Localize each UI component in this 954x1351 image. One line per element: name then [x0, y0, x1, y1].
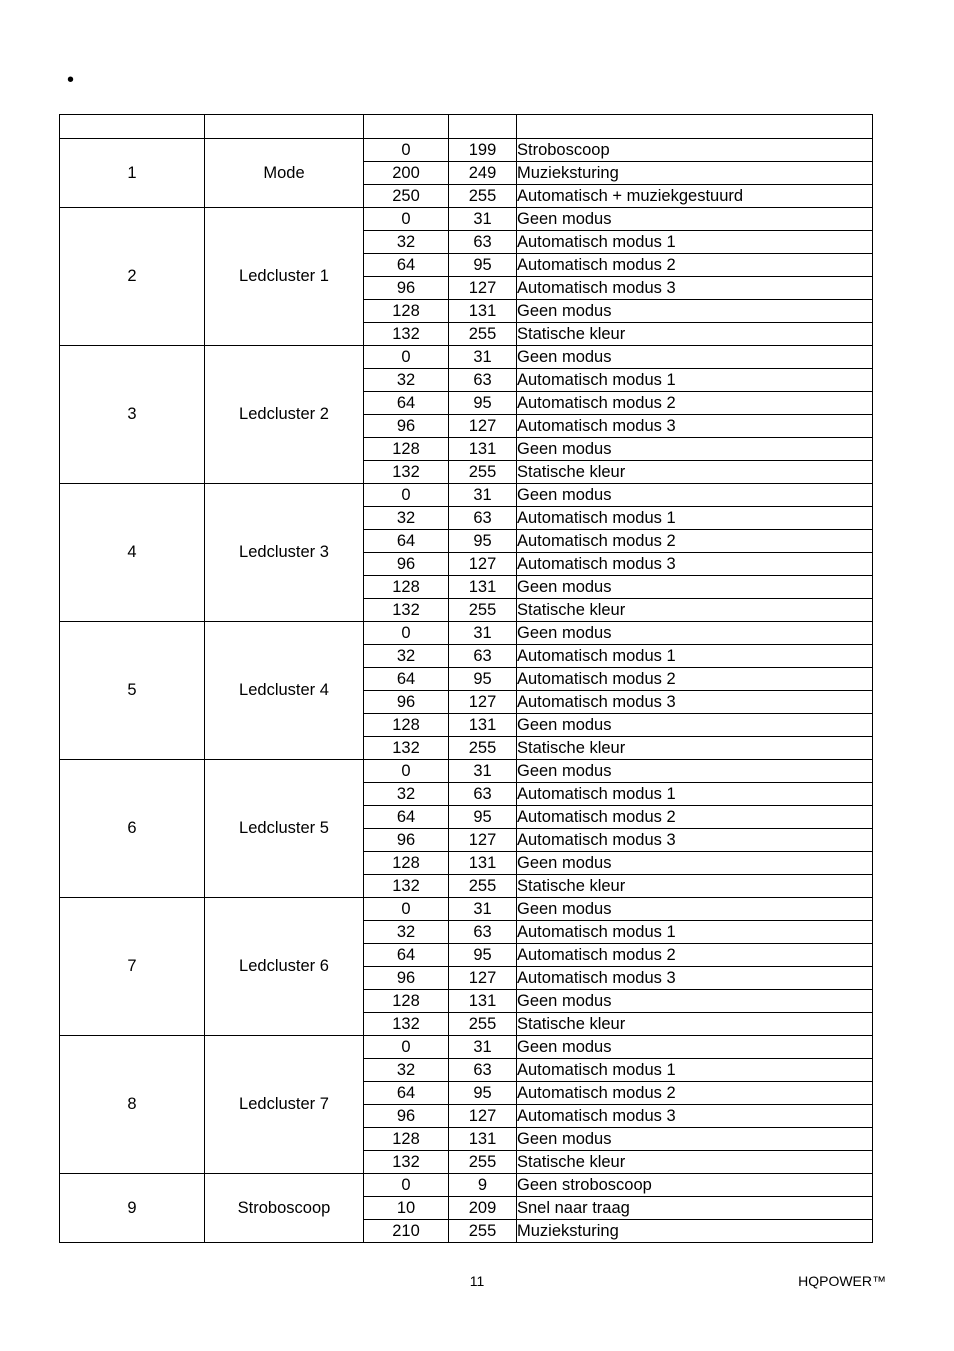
channel-number: 1 [60, 139, 205, 208]
range-to: 31 [449, 346, 517, 369]
range-description: Automatisch modus 1 [517, 921, 873, 944]
range-description: Geen modus [517, 622, 873, 645]
range-to: 255 [449, 599, 517, 622]
channel-number: 3 [60, 346, 205, 484]
range-to: 31 [449, 208, 517, 231]
range-to: 131 [449, 990, 517, 1013]
table-row [60, 484, 873, 507]
range-from: 128 [364, 1128, 449, 1151]
table-row [60, 1174, 873, 1197]
channel-function: Ledcluster 7 [205, 1036, 364, 1174]
range-to: 95 [449, 392, 517, 415]
channel-number: 8 [60, 1036, 205, 1174]
range-from: 96 [364, 553, 449, 576]
range-from: 132 [364, 323, 449, 346]
range-from: 0 [364, 1036, 449, 1059]
range-to: 127 [449, 415, 517, 438]
channel-function: Ledcluster 6 [205, 898, 364, 1036]
range-to: 63 [449, 369, 517, 392]
range-to: 131 [449, 852, 517, 875]
range-to: 199 [449, 139, 517, 162]
range-to: 63 [449, 1059, 517, 1082]
range-from: 128 [364, 990, 449, 1013]
range-to: 31 [449, 1036, 517, 1059]
table-row [60, 208, 873, 231]
range-to: 255 [449, 461, 517, 484]
range-description: Automatisch + muziekgestuurd [517, 185, 873, 208]
range-from: 0 [364, 139, 449, 162]
range-to: 127 [449, 829, 517, 852]
range-from: 132 [364, 1151, 449, 1174]
brand-name: HQPOWER™ [798, 1273, 886, 1289]
table-row [60, 898, 873, 921]
range-to: 255 [449, 323, 517, 346]
range-to: 127 [449, 553, 517, 576]
range-description: Geen modus [517, 484, 873, 507]
range-to: 9 [449, 1174, 517, 1197]
range-to: 31 [449, 898, 517, 921]
range-to: 131 [449, 1128, 517, 1151]
range-to: 95 [449, 254, 517, 277]
range-description: Automatisch modus 1 [517, 507, 873, 530]
range-from: 0 [364, 484, 449, 507]
range-description: Muzieksturing [517, 162, 873, 185]
range-description: Automatisch modus 2 [517, 806, 873, 829]
table-row [60, 760, 873, 783]
range-from: 96 [364, 691, 449, 714]
range-to: 131 [449, 714, 517, 737]
range-description: Statische kleur [517, 737, 873, 760]
range-from: 128 [364, 438, 449, 461]
range-description: Statische kleur [517, 875, 873, 898]
range-description: Geen modus [517, 714, 873, 737]
range-from: 96 [364, 829, 449, 852]
range-from: 64 [364, 392, 449, 415]
channel-number: 6 [60, 760, 205, 898]
header-channel [60, 115, 205, 139]
range-from: 128 [364, 300, 449, 323]
range-to: 131 [449, 438, 517, 461]
range-description: Automatisch modus 1 [517, 231, 873, 254]
range-description: Automatisch modus 2 [517, 1082, 873, 1105]
table-row [60, 622, 873, 645]
range-description: Automatisch modus 1 [517, 369, 873, 392]
range-to: 127 [449, 691, 517, 714]
range-description: Geen modus [517, 1036, 873, 1059]
range-from: 128 [364, 714, 449, 737]
range-from: 132 [364, 599, 449, 622]
range-to: 127 [449, 1105, 517, 1128]
range-description: Automatisch modus 3 [517, 967, 873, 990]
channel-number: 5 [60, 622, 205, 760]
channel-number: 9 [60, 1174, 205, 1243]
range-from: 132 [364, 1013, 449, 1036]
range-description: Stroboscoop [517, 139, 873, 162]
range-from: 0 [364, 622, 449, 645]
range-description: Statische kleur [517, 323, 873, 346]
range-to: 255 [449, 1220, 517, 1243]
range-from: 96 [364, 1105, 449, 1128]
header-function [205, 115, 364, 139]
range-from: 32 [364, 1059, 449, 1082]
range-from: 128 [364, 852, 449, 875]
range-description: Automatisch modus 2 [517, 392, 873, 415]
table-header-row [60, 115, 873, 139]
range-description: Geen modus [517, 300, 873, 323]
range-description: Muzieksturing [517, 1220, 873, 1243]
range-from: 64 [364, 1082, 449, 1105]
range-to: 127 [449, 277, 517, 300]
range-description: Statische kleur [517, 599, 873, 622]
range-description: Geen modus [517, 576, 873, 599]
range-from: 0 [364, 346, 449, 369]
range-from: 64 [364, 806, 449, 829]
range-from: 0 [364, 208, 449, 231]
header-from [364, 115, 449, 139]
channel-function: Ledcluster 3 [205, 484, 364, 622]
range-from: 132 [364, 737, 449, 760]
range-from: 32 [364, 921, 449, 944]
range-to: 255 [449, 1013, 517, 1036]
range-from: 32 [364, 369, 449, 392]
range-from: 96 [364, 415, 449, 438]
range-to: 127 [449, 967, 517, 990]
range-from: 200 [364, 162, 449, 185]
range-from: 210 [364, 1220, 449, 1243]
range-to: 63 [449, 231, 517, 254]
range-description: Automatisch modus 2 [517, 944, 873, 967]
range-to: 249 [449, 162, 517, 185]
range-description: Automatisch modus 1 [517, 1059, 873, 1082]
range-from: 132 [364, 461, 449, 484]
channel-function: Ledcluster 4 [205, 622, 364, 760]
channel-number: 4 [60, 484, 205, 622]
range-from: 64 [364, 254, 449, 277]
range-from: 10 [364, 1197, 449, 1220]
range-to: 95 [449, 1082, 517, 1105]
range-from: 96 [364, 967, 449, 990]
range-description: Automatisch modus 3 [517, 277, 873, 300]
range-to: 31 [449, 760, 517, 783]
range-to: 131 [449, 576, 517, 599]
channel-function: Ledcluster 5 [205, 760, 364, 898]
range-to: 95 [449, 944, 517, 967]
bullet-marker: • [67, 69, 75, 91]
range-description: Automatisch modus 3 [517, 415, 873, 438]
range-description: Geen modus [517, 760, 873, 783]
table-row [60, 1036, 873, 1059]
range-description: Statische kleur [517, 1151, 873, 1174]
channel-function: Stroboscoop [205, 1174, 364, 1243]
range-to: 255 [449, 875, 517, 898]
range-from: 0 [364, 760, 449, 783]
range-description: Automatisch modus 2 [517, 530, 873, 553]
range-from: 0 [364, 1174, 449, 1197]
range-to: 255 [449, 737, 517, 760]
range-from: 32 [364, 231, 449, 254]
range-from: 32 [364, 645, 449, 668]
range-description: Statische kleur [517, 1013, 873, 1036]
range-from: 64 [364, 944, 449, 967]
range-from: 32 [364, 783, 449, 806]
range-from: 250 [364, 185, 449, 208]
range-to: 95 [449, 668, 517, 691]
range-description: Geen modus [517, 208, 873, 231]
channel-number: 7 [60, 898, 205, 1036]
range-to: 63 [449, 921, 517, 944]
range-to: 95 [449, 806, 517, 829]
range-from: 0 [364, 898, 449, 921]
range-to: 63 [449, 645, 517, 668]
range-to: 131 [449, 300, 517, 323]
range-to: 31 [449, 622, 517, 645]
range-from: 32 [364, 507, 449, 530]
range-description: Automatisch modus 1 [517, 783, 873, 806]
range-from: 64 [364, 668, 449, 691]
range-description: Automatisch modus 3 [517, 691, 873, 714]
range-from: 64 [364, 530, 449, 553]
range-description: Statische kleur [517, 461, 873, 484]
range-to: 209 [449, 1197, 517, 1220]
range-description: Geen stroboscoop [517, 1174, 873, 1197]
range-to: 31 [449, 484, 517, 507]
range-from: 132 [364, 875, 449, 898]
range-description: Automatisch modus 3 [517, 829, 873, 852]
header-description [517, 115, 873, 139]
range-description: Automatisch modus 2 [517, 668, 873, 691]
range-from: 96 [364, 277, 449, 300]
range-description: Geen modus [517, 898, 873, 921]
range-description: Geen modus [517, 1128, 873, 1151]
range-to: 255 [449, 185, 517, 208]
range-description: Geen modus [517, 346, 873, 369]
channel-function: Mode [205, 139, 364, 208]
header-to [449, 115, 517, 139]
range-description: Automatisch modus 3 [517, 553, 873, 576]
page-number: 11 [469, 1273, 485, 1289]
dmx-channel-table [59, 114, 873, 1243]
range-description: Automatisch modus 3 [517, 1105, 873, 1128]
range-description: Geen modus [517, 990, 873, 1013]
table-row [60, 346, 873, 369]
range-to: 95 [449, 530, 517, 553]
range-description: Snel naar traag [517, 1197, 873, 1220]
range-description: Automatisch modus 2 [517, 254, 873, 277]
range-to: 63 [449, 783, 517, 806]
range-description: Geen modus [517, 852, 873, 875]
range-description: Automatisch modus 1 [517, 645, 873, 668]
range-description: Geen modus [517, 438, 873, 461]
channel-number: 2 [60, 208, 205, 346]
channel-function: Ledcluster 2 [205, 346, 364, 484]
table-body [60, 139, 873, 1243]
range-to: 63 [449, 507, 517, 530]
channel-function: Ledcluster 1 [205, 208, 364, 346]
range-to: 255 [449, 1151, 517, 1174]
table-row [60, 139, 873, 162]
range-from: 128 [364, 576, 449, 599]
